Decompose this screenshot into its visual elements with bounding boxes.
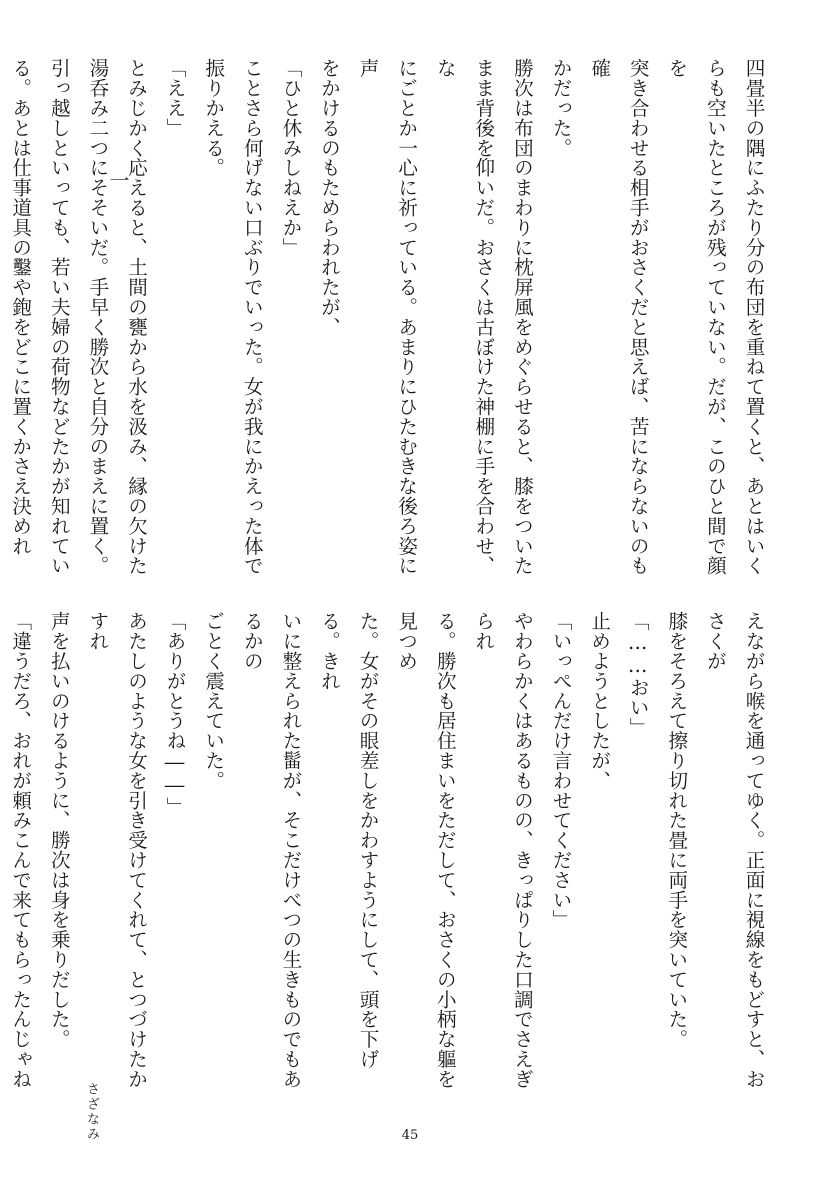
text-line: まま背後を仰いだ。おさくは古ぼけた神棚に手を合わせ、な <box>433 58 495 576</box>
text-line: 湯呑み二つにそそいだ。手早く勝次と自分のまえに置く。 <box>85 58 109 576</box>
text-line: をかけるのもためらわれたが、 <box>317 58 341 337</box>
text-line: た。女がその眼差しをかわすようにして、頭を下げる。きれ <box>317 611 380 1069</box>
text-line: とみじかく応えると、土間の甕から水を汲み、縁の欠けた <box>124 58 148 576</box>
text-line: あたしのような女を引き受けてくれて、とつづけたかすれ <box>85 611 148 1089</box>
text-line: 突き合わせる相手がおさくだと思えば、苦にならないのも確 <box>587 58 650 576</box>
running-title: さざなみ <box>84 1082 99 1142</box>
text-line: 「違うだろ、おれが頼みこんで来てもらったんじゃね <box>8 611 32 1089</box>
text-line: ことさら何げない口ぶりでいった。女が我にかえった体で <box>240 58 264 576</box>
text-line: 止めようとしたが、 <box>587 611 611 791</box>
text-line: 勝次は布団のまわりに枕屏風をめぐらせると、膝をついた <box>510 58 534 576</box>
lower-text-block <box>8 611 772 1096</box>
text-line: にごとか一心に祈っている。あまりにひたむきな後ろ姿に声 <box>356 58 418 576</box>
chapter-number: 一 <box>106 170 130 190</box>
text-line: 引っ越しといっても、若い夫婦の荷物などたかが知れてい <box>47 58 71 576</box>
text-line: 四畳半の隅にふたり分の布団を重ねて置くと、あとはいく <box>742 58 765 576</box>
text-line: かだった。 <box>549 58 573 158</box>
text-line: いに整えられた髷が、そこだけべつの生きものでもあるかの <box>240 611 302 1089</box>
text-line: 「ひと休みしねえか」 <box>278 58 302 257</box>
text-line: 「ありがとうね――」 <box>163 611 187 817</box>
text-line: 「いっぺんだけ言わせてください」 <box>549 611 573 930</box>
text-line: る。勝次も居住まいをただして、おさくの小柄な軀を見つめ <box>394 611 457 1089</box>
text-line: 「ええ」 <box>163 58 187 138</box>
text-line: ごとく震えていた。 <box>201 611 225 791</box>
text-line: やわらかくはあるものの、きっぱりした口調でさえぎられ <box>471 611 534 1089</box>
text-line: 振りかえる。 <box>201 58 225 178</box>
text-line: 膝をそろえて擦り切れた畳に両手を突いていた。 <box>664 611 688 1049</box>
text-line: らも空いたところが残っていない。だが、このひと間で顔を <box>664 58 727 576</box>
text-line: る。あとは仕事道具の鑿や鉋をどこに置くかさえ決めれ <box>8 58 32 556</box>
text-line: 声を払いのけるように、勝次は身を乗りだした。 <box>47 611 71 1049</box>
text-line: えながら喉を通ってゆく。正面に視線をもどすと、おさくが <box>703 611 765 1089</box>
page-number: 45 <box>401 1128 419 1143</box>
upper-text-block <box>8 58 772 578</box>
text-line: 「……おい」 <box>626 611 650 738</box>
